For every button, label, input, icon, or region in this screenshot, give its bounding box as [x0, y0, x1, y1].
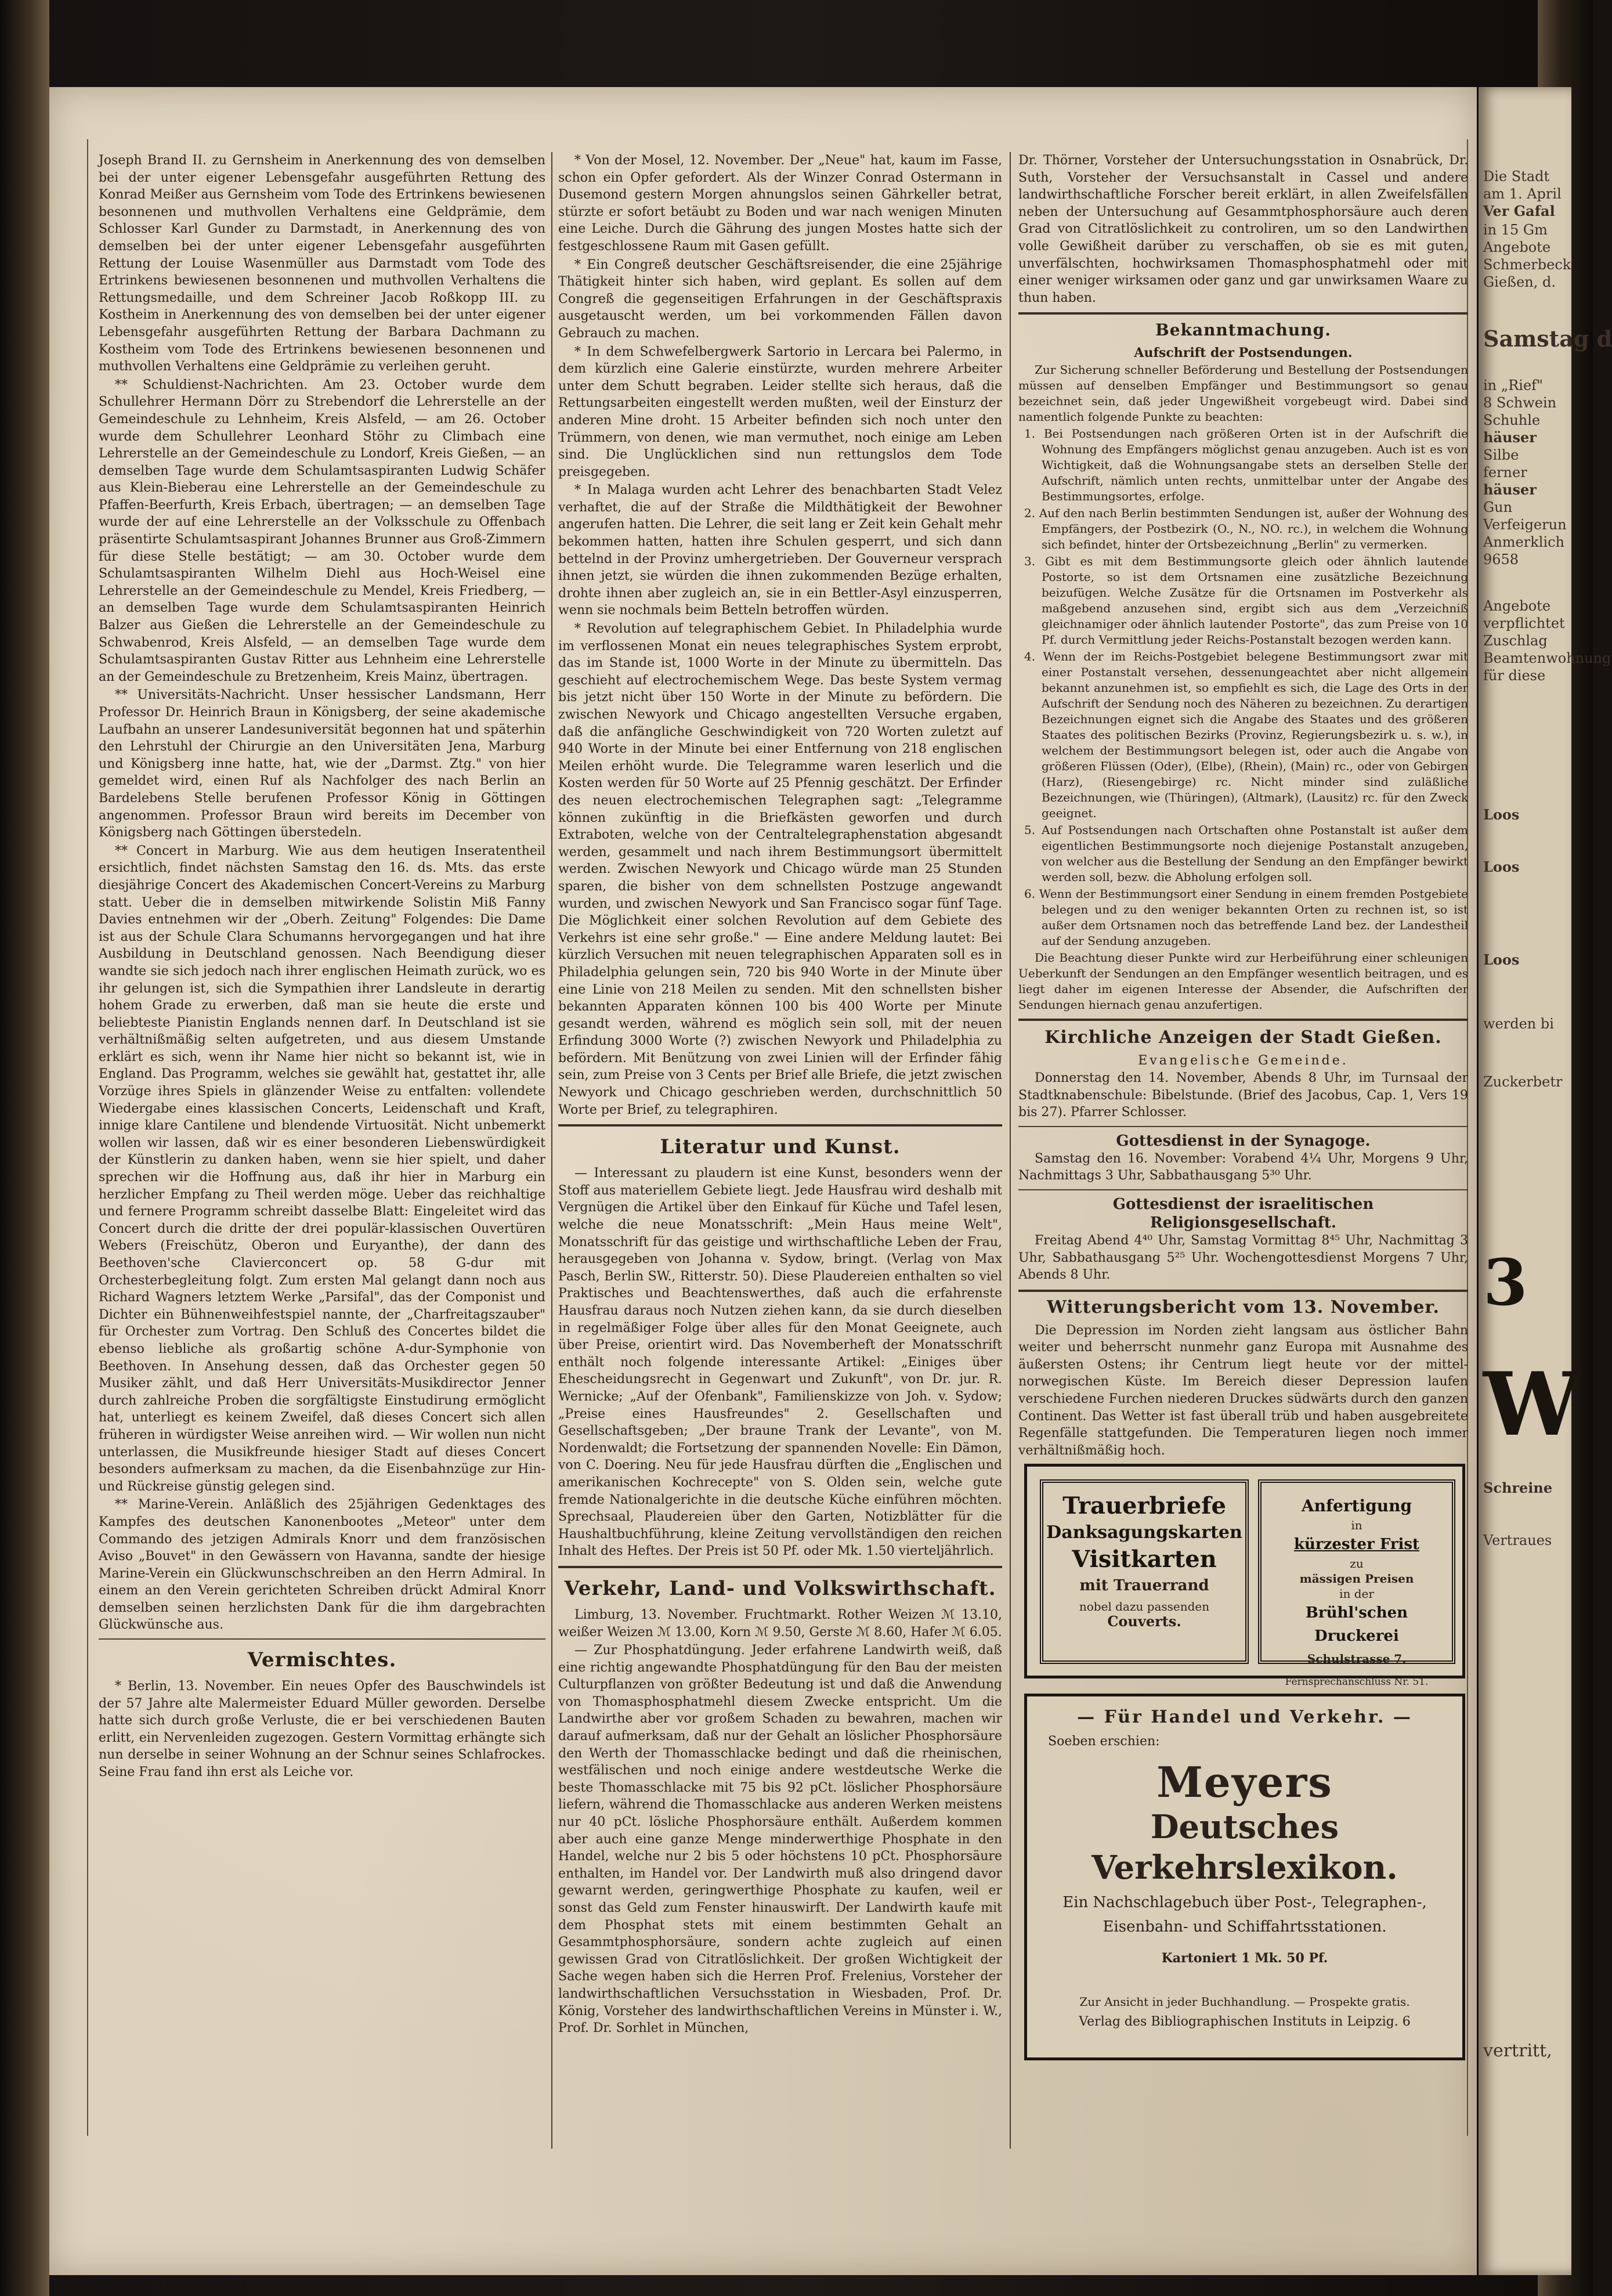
ad-line: Anfertigung: [1301, 1496, 1412, 1515]
ad-line: in: [1351, 1518, 1362, 1532]
next-page-text: Die Stadt: [1483, 168, 1550, 185]
article-congress: * Ein Congreß deutscher Geschäftsreisender, die eine 25jährige Thätigkeit hinter sich haben, wird geplant. Es sollen auf dem Congreß die gegenseitigen Erfahrungen in der Geschäftspraxis ausgetauscht werden, um bei vorkommenden Fällen davon Gebrauch zu machen.: [558, 257, 1002, 341]
synagoge-title: Gottesdienst in der Synagoge.: [1116, 1132, 1371, 1150]
divider: [1018, 1126, 1468, 1127]
next-page-text: Anmerklich: [1483, 534, 1565, 550]
next-page-text: in „Rief": [1483, 377, 1544, 394]
next-page-text: Silbe: [1483, 447, 1519, 463]
article-literatur: — Interessant zu plaudern ist eine Kunst, besonders wenn der Stoff aus materiellem Gebiete liegt. Jede Hausfrau wird deshalb mit Vergnügen die Artikel über den Einkauf für Küche und Tafel lesen, welche die neue Monatsschrift: „Mein Haus meine Welt", Monatsschrift für das geistige und wirthschaftliche Leben der Frau, herausgegeben von Johanna v. Sydow, bringt. (Verlag von Max Pasch, Berlin SW., Ritterstr. 50). Diese Plaudereien enthalten so viel Praktisches und Beachtenswerthes, daß auch die erfahrenste Hausfrau daraus noch Nutzen ziehen kann, da sie durch dieselben in regelmäßiger Folge über alles für den Monat Geeignete, auch über Preise, orientirt wird. Das Novemberheft der Monatsschrift enthält noch folgende interessante Artikel: „Einiges über Ehescheidungsrecht in Gegenwart und Zukunft", von Dr. jur. R. Wernicke; „Auf der Ofenbank", Familienskizze von Joh. v. Sydow; „Preise eines Hausfreundes" 2. Gesellschaften und Gesellschaftsgeben; „Der braune Trank der Levante", von M. Nordenwaldt; die Fortsetzung der spannenden Novelle: Ein Dämon, von C. Doering. Neu für jede Hausfrau dürften die „Englischen und amerikanischen Kochrecepte" von S. Olden sein, welche gute fremde Nationalgerichte in die deutsche Küche einführen möchten. Sprechsaal, Plaudereien über den Garten, Notizblätter für die Haushaltbuchführung, kleine Zeitung vervollständigen den reichen Inhalt des Heftes. Der Preis ist 50 Pf. oder Mk. 1.50 vierteljährlich.: [558, 1166, 1002, 1559]
next-page-text: Zuckerbetr: [1483, 1074, 1563, 1090]
divider: [558, 1124, 1002, 1127]
ad-line: Fernsprechanschluss Nr. 51.: [1285, 1676, 1429, 1688]
next-page-text: für diese: [1483, 667, 1546, 684]
bekanntmachung-item: 4. Wenn der im Reichs-Postgebiet belegene Bestimmungsort zwar mit einer Postanstalt versehen, dessenungeachtet aber nicht allgemein bekannt anzunehmen ist, so empfiehlt es sich, die Lage des Orts in der Aufschrift der Sendung noch des Näheren zu bezeichnen. Zu derartigen Bezeichnungen eignet sich die Angabe des Staates und des größeren Staates des politischen Bezirks (Provinz, Regierungsbezirk u. s. w.), in welchem der Bestimmungsort belegen ist, oder auch die Angabe von größeren Flüssen (Oder), (Elbe), (Rhein), (Main) rc., oder von Gebirgen (Harz), (Riesengebirge) rc. Nicht minder sind zuläßliche Bezeichnungen, wie (Thüringen), (Altmark), (Lausitz) rc. für den Zweck geeignet.: [1024, 649, 1468, 821]
next-page-text: 9658: [1483, 551, 1519, 568]
article-paragraph: Joseph Brand II. zu Gernsheim in Anerkennung des von demselben bei der unter eigener Lebensgefahr ausgeführten Rettung des Konrad Meißer aus Gernsheim vom Tode des Ertrinkens bewiesenen besonnenen und muthvollen Verhaltens eine Geldprämie, dem Schlosser Karl Gunder zu Darmstadt, in Anerkennung des von demselben bei der unter eigener Lebensgefahr ausgeführten Rettung der Louise Wasenmüller aus Darmstadt vom Tode des Ertrinkens bewiesenen besonnenen und muthvollen Verhaltens die Rettungsmedaille, und dem Schreiner Jacob Roßkopp III. zu Kostheim in Anerkennung des von demselben bei der unter eigener Lebensgefahr ausgeführten Rettung der Barbara Dachmann zu Kostheim vom Tode des Ertrinkens bewiesenen besonnenen und muthvollen Verhaltens eine Geldprämie zu verleihen geruht.: [99, 153, 545, 374]
kirchliche-text: Donnerstag den 14. November, Abends 8 Uhr, im Turnsaal der Stadtknabenschule: Bibelstunde. (Brief des Jacobus, Cap. 1, Vers 19 bis 27). Pfarrer Schlosser.: [1018, 1070, 1468, 1120]
ad-line: zu: [1350, 1557, 1364, 1571]
next-page-text: Vertraues: [1483, 1532, 1552, 1548]
article-concert: ** Concert in Marburg. Wie aus dem heutigen Inseratentheil ersichtlich, findet nächsten Samstag den 16. ds. Mts. das erste diesjährige Concert des Akademischen Concert-Vereins zu Marburg statt. Ueber die in demselben mitwirkende Solistin Miß Fanny Davies entnehmen wir der „Oberh. Zeitung" Folgendes: Die Dame ist aus der Schule Clara Schumanns hervorgegangen und hat ihre Ausbildung in Deutschland genossen. Nach Beendigung dieser wandte sie sich jedoch nach ihrer englischen Heimath zurück, wo es ihr gelungen ist, sich die Sympathien ihrer Landsleute in derartig hohem Grade zu erwerben, daß man sie heute die erste und beliebteste Pianistin Englands nennen darf. In Deutschland ist sie verhältnißmäßig selten aufgetreten, und aus diesem Umstande erklärt es sich, wenn ihr Name hier nicht so bekannt ist, wie in England. Das Programm, welches sie gewählt hat, gestattet ihr, alle Vorzüge ihres Spiels in glänzender Weise zu entfalten: vollendete Wiedergabe eines klassischen Concerts, Leidenschaft und Kraft, innige klare Cantilene und blendende Virtuosität. Nicht unbemerkt wollen wir lassen, daß wir es einer besonderen Liebenswürdigkeit der Künstlerin zu danken haben, wenn sie hier spielt, und daher sprechen wir die Hoffnung aus, daß ihr hier in Marburg ein herzlicher Empfang zu Theil werden möge. Ueber das reichhaltige und fernere Programm schreibt dasselbe Blatt: Eingeleitet wird das Concert durch die dritte der drei populär-klassischen Ouvertüren Webers (Freischütz, Oberon und Euryanthe), der dann des Beethoven'sche Clavierconcert op. 58 G-dur mit Orchesterbegleitung folgt. Zum ersten Mal gelangt dann noch aus Richard Wagners letztem Werke „Parsifal", das der Componist und Dichter ein Bühnenweihfestspiel nannte, der „Charfreitagszauber" für Orchester zum Vortrag. Den Schluß des Concertes bildet die ebenso liebliche als großartig schöne A-dur-Symphonie von Beethoven. In Ansehung dessen, daß das Orchester gegen 50 Musiker zählt, und daß Herr Universitäts-Musikdirector Jenner durch zahlreiche Proben die sorgfältigste Einstudirung ermöglicht hat, unterliegt es keinem Zweifel, daß dieses Concert sich allen früheren in würdigster Weise anreihen wird. — Wir wollen nun nicht unterlassen, die Musikfreunde hiesiger Stadt auf dieses Concert besonders aufmerksam zu machen, da die Eisenbahnzüge zur Hin- und Rückreise günstig gelegen sind.: [99, 843, 545, 1494]
ad-meyers-soeben: Soeben erschien:: [1048, 1734, 1160, 1749]
next-page-text: Gun: [1483, 499, 1513, 515]
article-mosel: * Von der Mosel, 12. November. Der „Neue" hat, kaum im Fasse, schon ein Opfer gefordert. Als der Winzer Conrad Ostermann in Dusemond gestern Morgen ahnungslos seinen Gährkeller betrat, stürzte er sofort betäubt zu Boden und war nach wenigen Minuten eine Leiche. Durch die Gährung des jungen Mostes hatte sich der festgeschlossene Raum mit Gasen gefüllt.: [558, 153, 1002, 254]
ad-trauerbriefe-right: [1258, 1479, 1455, 1688]
next-page-text: häuser: [1483, 429, 1537, 446]
ad-meyers-verkehrslexikon: [1024, 1694, 1465, 2060]
column-rule-1: [551, 152, 552, 2149]
next-page-text: Loos: [1483, 951, 1520, 968]
section-title-vermischtes: Vermischtes.: [247, 1648, 397, 1672]
next-page-text: Schreine: [1483, 1479, 1553, 1496]
next-page-text: Beamtenwohnung: [1483, 650, 1611, 666]
next-page-text: verpflichtet: [1483, 615, 1565, 631]
next-page-text: am 1. April: [1483, 186, 1562, 202]
bekanntmachung-item: 3. Gibt es mit dem Bestimmungsorte gleich oder ähnlich lautende Postorte, so ist dem Ortsnamen eine zusätzliche Bezeichnung beizufügen. Welche Zusätze für die Ortsnamen im Postverkehr als maßgebend anzusehen sind, ergibt sich aus dem „Verzeichniß gleichnamiger oder ähnlich lautender Postorte", das zum Preise von 10 Pf. durch Vermittlung jeder Reichs-Postanstalt bezogen werden kann.: [1024, 554, 1468, 647]
ad-line: Visitkarten: [1072, 1546, 1217, 1573]
israel-title: Gottesdienst der israelitischen Religionsgesellschaft.: [1112, 1195, 1374, 1232]
kirchliche-anzeigen-title: Kirchliche Anzeigen der Stadt Gießen.: [1044, 1027, 1442, 1048]
bekanntmachung-outro: Die Beachtung dieser Punkte wird zur Herbeiführung einer schleunigen Ueberkunft der Sendungen an den Empfänger wesentlich beitragen, und es liegt daher im eigenen Interesse der Absender, die Aufschriften der Sendungen hiernach genau anzufertigen.: [1018, 951, 1468, 1012]
ad-meyers-note: Zur Ansicht in jeder Buchhandlung. — Prospekte gratis.: [1079, 1995, 1410, 2009]
next-page-text: werden bi: [1483, 1016, 1554, 1032]
divider: [1018, 1290, 1468, 1292]
article-sartorio: * In dem Schwefelbergwerk Sartorio in Lercara bei Palermo, in dem kürzlich eine Galerie einstürzte, wurden mehrere Arbeiter unter dem Schutt begraben. Leider stellte sich heraus, daß die Rettungsarbeiten eingestellt werden mußten, weil der Einsturz der anderen Mine droht. 15 Arbeiter befinden sich noch unter den Trümmern, von denen, wie man vermuthet, noch einige am Leben sind. Die Unglücklichen sind nun rettungslos dem Tode preisgegeben.: [558, 344, 1002, 479]
divider: [99, 1638, 545, 1640]
ad-meyers-header: — Für Handel und Verkehr. —: [1077, 1707, 1412, 1727]
next-page-text: Verfeigerun: [1483, 517, 1567, 533]
ad-line: mit Trauerrand: [1079, 1577, 1209, 1594]
ad-line: in der: [1339, 1587, 1374, 1601]
ad-line: Brühl'schen Druckerei: [1305, 1604, 1408, 1645]
binding-edge-left: [0, 0, 49, 2296]
ad-line: Couverts.: [1107, 1613, 1181, 1630]
article-fruchtmarkt: Limburg, 13. November. Fruchtmarkt. Rother Weizen ℳ 13.10, weißer Weizen ℳ 13.00, Korn ℳ 9.50, Gerste ℳ 8.60, Hafer ℳ 6.05.: [558, 1607, 1002, 1640]
israel-text: Freitag Abend 4⁴⁰ Uhr, Samstag Vormittag 8⁴⁵ Uhr, Nachmittag 3 Uhr, Sabbathausgang 5²⁵ Uhr. Wochengottesdienst Morgens 7 Uhr, Abends 8 Uhr.: [1018, 1233, 1468, 1283]
bekanntmachung-item: 5. Auf Postsendungen nach Ortschaften ohne Postanstalt ist außer dem eigentlichen Bestimmungsorte noch diejenige Postanstalt anzugeben, von welcher aus die Bestellung der Sendung an den Empfänger bewirkt werden soll, bezw. die Abholung erfolgen soll.: [1024, 823, 1468, 885]
next-page-text: 8 Schwein: [1483, 395, 1557, 411]
next-page-text: Samstag d: [1483, 326, 1612, 352]
bekanntmachung-title: Bekanntmachung.: [1155, 320, 1331, 340]
next-page-text: Angebote: [1483, 598, 1551, 614]
ad-line: Trauerbriefe: [1062, 1492, 1226, 1519]
section-title-volkswirthschaft: Verkehr, Land- und Volkswirthschaft.: [564, 1576, 996, 1600]
next-page-text: Loos: [1483, 806, 1520, 823]
kirchliche-subtitle: Evangelische Gemeinde.: [1138, 1053, 1349, 1068]
witterung-title: Witterungsbericht vom 13. November.: [1047, 1297, 1440, 1317]
ad-line: Schulstrasse 7.: [1307, 1652, 1407, 1666]
column-rule-2: [1010, 152, 1011, 2149]
article-phosphat-cont: Dr. Thörner, Vorsteher der Untersuchungsstation in Osnabrück, Dr. Suth, Vorsteher der Versuchsanstalt in Cassel und andere landwirthschaftliche Forscher bereit erklärt, in allen Zweifelsfällen neben der Untersuchung auf Gesammtphosphorsäure auch deren Grad von Citratlöslichkeit zu controliren, um so den Landwirthen volle Gewißheit darüber zu verschaffen, ob sie es mit guten, unverfälschten, hochwirksamen Thomasphosphatmehl oder mit einer weniger wirksamen oder ganz und gar unwirksamen Waare zu thun haben.: [1018, 153, 1468, 305]
next-page-text: in 15 Gm: [1483, 222, 1548, 238]
next-page-text: Schmerbeck: [1483, 257, 1571, 273]
ad-meyers-title-2: Deutsches Verkehrslexikon.: [1091, 1808, 1398, 1887]
divider: [1018, 312, 1468, 315]
section-title-literatur: Literatur und Kunst.: [660, 1135, 901, 1159]
article-marine-verein: ** Marine-Verein. Anläßlich des 25jährigen Gedenktages des Kampfes des deutschen Kanonenbootes „Meteor" unter dem Commando des jetzigen Admirals Knorr und dem französischen Aviso „Bouvet" in den Gewässern von Havanna, sandte der hiesige Marine-Verein ein Glückwunschschreiben an den Herrn Admiral. In einem an den Verein gerichteten Schreiben drückt Admiral Knorr demselben seinen herzlichsten Dank für die ihm dargebrachten Glückwünsche aus.: [99, 1497, 545, 1633]
next-page-text: Gießen, d.: [1483, 274, 1556, 290]
article-malaga: * In Malaga wurden acht Lehrer des benachbarten Stadt Velez verhaftet, die auf der Straße die Mildthätigkeit der Bewohner angerufen hatten. Die Lehrer, die seit lang er Zeit kein Gehalt mehr bekommen hatten, hatten ihre Schulen gesperrt, und sich dann bettelnd in der Provinz umhergetrieben. Der Gouverneur versprach ihnen jetzt, sie würden die ihnen zukommenden Bezüge erhalten, drohte ihnen aber zugleich an, sie in ein Bettler-Asyl einzusperren, wenn sie nochmals beim Betteln betroffen würden.: [558, 483, 1002, 618]
article-schuldienst: ** Schuldienst-Nachrichten. Am 23. October wurde dem Schullehrer Hermann Dörr zu Strebendorf die Lehrerstelle an der Gemeindeschule zu Lehnheim, Kreis Alsfeld, — am 26. October wurde dem Schullehrer Leonhard Stöhr zu Climbach eine Lehrerstelle an der Gemeindeschule zu Londorf, Kreis Gießen, — an demselben Tage wurde dem Schulamtsaspiranten Ludwig Schäfer aus Klein-Bieberau eine Lehrerstelle an der Gemeindeschule zu Pfaffen-Beerfurth, Kreis Erbach, übertragen; — an demselben Tage wurde der auf eine Lehrerstelle an der Volksschule zu Offenbach präsentirte Schulamtsaspirant Johannes Brunner aus Groß-Zimmern für diese Stelle bestätigt; — am 30. October wurde dem Schulamtsaspiranten Wilhelm Diehl aus Hoch-Weisel eine Lehrerstelle an der Gemeindeschule zu Mendel, Kreis Friedberg, — an demselben Tage wurde dem Schulamtsaspiranten Heinrich Balzer aus Gießen die Lehrerstelle an der Gemeindeschule zu Schwabenrod, Kreis Alsfeld, — an demselben Tage wurde dem Schulamtsaspiranten Gustav Ritter aus Lehnheim eine Lehrerstelle an der Gemeindeschule zu Bretzenheim, Kreis Mainz, übertragen.: [99, 377, 545, 684]
article-universitaet: ** Universitäts-Nachricht. Unser hessischer Landsmann, Herr Professor Dr. Heinrich Braun in Königsberg, der seine akademische Laufbahn an unserer Landesuniversität begonnen hat und späterhin den Lehrstuhl der Chirurgie an den Universitäten Jena, Marburg und Königsberg inne hatte, hat, wie der „Darmst. Ztg." von hier gemeldet wird, einen Ruf als Nachfolger des nach Berlin an Bardelebens Stelle berufenen Professor König in Göttingen angenommen. Professor Braun wird bereits im December von Königsberg nach Göttingen überstedeln.: [99, 688, 545, 840]
witterung-text: Die Depression im Norden zieht langsam aus östlicher Bahn weiter und beherrscht nunmehr ganz Europa mit Ausnahme des äußersten Ostens; ihr Centrum liegt heute vor der mittel-norwegischen Küste. Im Bereich dieser Depression laufen verschiedene Furchen niederen Druckes südwärts durch den ganzen Continent. Das Wetter ist fast überall trüb und haben ausgebreitete Regenfälle stattgefunden. Die Temperaturen liegen noch immer verhältnißmäßig hoch.: [1018, 1323, 1468, 1458]
bekanntmachung-item: 6. Wenn der Bestimmungsort einer Sendung in einem fremden Postgebiete belegen und zu den weniger bekannten Orten zu rechnen ist, so ist außer dem Ortsnamen noch das betreffende Land bez. der Landestheil auf der Sendung anzugeben.: [1024, 887, 1468, 948]
ad-trauerbriefe: [1024, 1464, 1465, 1688]
ad-line: mässigen Preisen: [1299, 1572, 1414, 1586]
next-page-text: ferner: [1483, 464, 1527, 481]
next-page-text: vertritt,: [1483, 2041, 1552, 2061]
next-page-text: Ver Gafal: [1483, 203, 1555, 219]
divider: [1018, 1189, 1468, 1190]
next-page-big-letter: W: [1483, 1353, 1581, 1456]
column-2: [558, 152, 1002, 2149]
bekanntmachung-subtitle: Aufschrift der Postsendungen.: [1134, 345, 1353, 361]
next-page-big-letter: 3: [1483, 1245, 1528, 1320]
next-page-text: Schuhle: [1483, 412, 1541, 428]
next-page-text: Angebote: [1483, 239, 1551, 255]
ad-line: kürzester Frist: [1293, 1536, 1420, 1553]
ad-meyers-publisher: Verlag des Bibliographischen Instituts in Leipzig. 6: [1079, 2015, 1411, 2029]
adjacent-page: [1479, 87, 1612, 2275]
ad-trauerbriefe-left: [1040, 1479, 1249, 1664]
ad-meyers-price: Kartoniert 1 Mk. 50 Pf.: [1161, 1951, 1328, 1966]
next-page-text: häuser: [1483, 481, 1537, 498]
ad-meyers-subtitle-2: Eisenbahn- und Schiffahrtsstationen.: [1103, 1918, 1387, 1936]
ad-meyers-title: Meyers: [1156, 1757, 1333, 1807]
bekanntmachung-item: 1. Bei Postsendungen nach größeren Orten ist in der Aufschrift die Wohnung des Empfängers möglichst genau anzugeben. Auch ist es von Wichtigkeit, daß die Wohnungsangabe stets an derselben Stelle der Aufschrift, nämlich unten rechts, unmittelbar unter der Angabe des Bestimmungsortes, erfolge.: [1024, 427, 1468, 504]
divider: [558, 1566, 1002, 1568]
ad-line: nobel dazu passenden: [1079, 1600, 1210, 1613]
article-phosphat: — Zur Phosphatdüngung. Jeder erfahrene Landwirth weiß, daß eine richtig angewandte Phosphatdüngung für den Bau der meisten Culturpflanzen von größter Bedeutung ist und daß die Anwendung von Thomasphosphatmehl diesem Zwecke entspricht. Um die Landwirthe aber vor großem Schaden zu bewahren, machen wir darauf aufmerksam, daß nur der Gehalt an löslicher Phosphorsäure den Werth der Thomasschlacke bedingt und daß die rheinischen, westfälischen und noch einige andere westdeutsche Werke die beste Thomasschlacke mit 75 bis 92 pCt. löslicher Phosphorsäure liefern, während die Thomasschlacke aus anderen Werken meistens nur 40 pCt. lösliche Phosphorsäure enthält. Außerdem kommen aber auch eine ganze Menge minderwerthige Phosphate in den Handel, welche nur 2 bis 5 oder höchstens 10 pCt. Phosphorsäure enthalten, im Handel vor. Der Landwirth muß also dringend davor gewarnt werden, geringwerthige Phosphate zu kaufen, weil er sonst das Geld zum Fenster hinauswirft. Der Landwirth kaufe mit dem Phosphat stets mit einem bestimmten Gehalt an Gesammtphosphorsäure, sondern achte zugleich auf einen gewissen Grad von Citratlöslichkeit. Der großen Wichtigkeit der Sache wegen haben sich die Herren Prof. Frelenius, Vorsteher der landwirthschaftlichen Versuchsstation in Wiesbaden, Prof. Dr. König, Vorsteher des landwirthschaftlichen Vereins in Münster i. W., Prof. Dr. Sorhlet in München,: [558, 1643, 1002, 2036]
synagoge-text: Samstag den 16. November: Vorabend 4¼ Uhr, Morgens 9 Uhr, Nachmittags 3 Uhr, Sabbathausgang 5³⁰ Uhr.: [1018, 1151, 1468, 1183]
next-page-text: Loos: [1483, 858, 1520, 875]
article-berlin: * Berlin, 13. November. Ein neues Opfer des Bauschwindels ist der 57 Jahre alte Malermeister Eduard Müller geworden. Derselbe hatte sich durch große Verluste, die er bei verschiedenen Bauten erlitt, ein Nervenleiden zugezogen. Gestern Vormittag erhängte sich nun derselbe in seiner Wohnung an der Schnur seines Schlafrockes. Seine Frau fand ihn erst als Leiche vor.: [99, 1679, 545, 1780]
bekanntmachung-intro: Zur Sicherung schneller Beförderung und Bestellung der Postsendungen müssen auf denselben Empfänger und Bestimmungsort so genau bezeichnet sein, daß jeder Ungewißheit vorgebeugt wird. Dabei sind namentlich folgende Punkte zu beachten:: [1018, 363, 1468, 424]
column-1: [99, 152, 545, 2149]
bekanntmachung-item: 2. Auf den nach Berlin bestimmten Sendungen ist, außer der Wohnung des Empfängers, der Postbezirk (O., N., NO. rc.), in welchem die Wohnung sich befindet, hinter der Ortsbezeichnung „Berlin" zu vermerken.: [1024, 506, 1468, 552]
ad-line: Danksagungskarten: [1046, 1522, 1242, 1543]
ad-meyers-subtitle: Ein Nachschlagebuch über Post-, Telegraphen-,: [1062, 1894, 1427, 1911]
divider: [1018, 1019, 1468, 1021]
article-telegraph: * Revolution auf telegraphischem Gebiet. In Philadelphia wurde im verflossenen Monat ein neues telegraphisches System erprobt, das im Stande ist, 1000 Worte in der Minute zu übermitteln. Das geschieht auf electrochemischem Wege. Das beste System vermag bis jetzt nicht über 150 Worte in der Minute zu befördern. Die zwischen Newyork und Chicago angestellten Versuche ergaben, daß die anfängliche Geschwindigkeit von 720 Worten zuletzt auf 940 Worte in der Minute bei einer Entfernung von 218 englischen Meilen erhöht wurde. Die Telegramme waren leserlich und die Kosten werden für 50 Worte auf 25 Pfennig geschätzt. Der Erfinder des neuen electrochemischen Telegraphen sagt: „Telegramme können zukünftig in die Briefkästen geworfen und durch Extraboten, welche von der Centraltelegraphenstation abgesandt werden, gesammelt und nach ihrem Bestimmungsort übermittelt werden. Zwischen Newyork und Chicago würde man 25 Stunden sparen, die bisher von dem schnellsten Postzuge angewandt wurden, und zwischen Newyork und San Francisco sogar fünf Tage. Die Möglichkeit einer solchen Revolution auf dem Gebiete des Verkehrs ist eine sehr große." — Eine andere Meldung lautet: Bei kürzlich Versuchen mit neuen telegraphischen Apparaten soll es in Philadelphia gelungen sein, 720 bis 940 Worte in der Minute über eine Linie von 218 Meilen zu senden. Mit den schnellsten bisher bekannten Apparaten können 100 bis 400 Worte per Minute gesandt werden, während es möglich sein soll, mit der neuen Erfindung 3000 Worte (?) zwischen Newyork und Philadelphia zu befördern. Mit Benützung von zwei Linien will der Erfinder fähig sein, zum Preise von 3 Cents per Brief alle Briefe, die jetzt zwischen Newyork und Chicago geschrieben werden, durchschnittlich 50 Worte per Brief, zu telegraphiren.: [558, 622, 1002, 1117]
next-page-text: Zuschlag: [1483, 633, 1548, 649]
